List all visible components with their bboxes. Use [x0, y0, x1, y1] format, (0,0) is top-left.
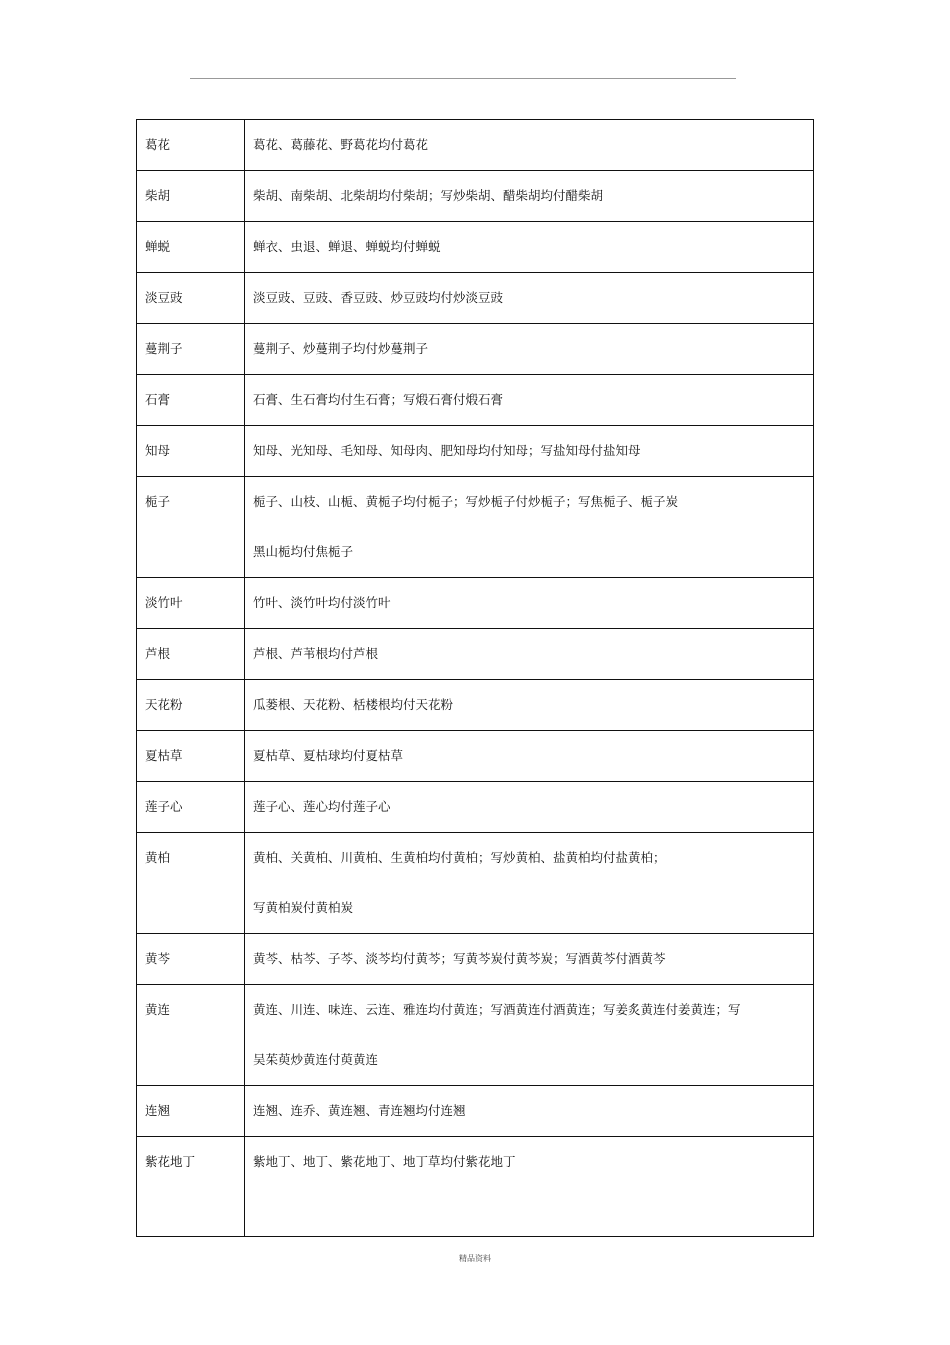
herb-rule-cell [245, 477, 814, 578]
herb-rule-cell [245, 375, 814, 426]
herb-name: 黄柏 [145, 850, 171, 865]
herb-name: 柴胡 [145, 188, 171, 203]
herb-rule-line: 连翘、连乔、黄连翘、青连翘均付连翘 [253, 1103, 466, 1118]
herb-rule-line: 石膏、生石膏均付生石膏；写煅石膏付煅石膏 [253, 392, 504, 407]
herb-name: 芦根 [145, 646, 171, 661]
table-row [137, 426, 814, 477]
table-row [137, 273, 814, 324]
header-rule [190, 78, 736, 79]
table-body [137, 120, 814, 1237]
herb-rule-cell [245, 578, 814, 629]
herb-rule-cell [245, 680, 814, 731]
herb-name-cell [137, 273, 245, 324]
herb-name-cell [137, 426, 245, 477]
herb-name: 石膏 [145, 392, 171, 407]
table-row [137, 375, 814, 426]
table-row [137, 833, 814, 934]
herb-name: 莲子心 [145, 799, 183, 814]
herb-rule-cell [245, 426, 814, 477]
herb-rule-cell [245, 1137, 814, 1237]
table-row [137, 629, 814, 680]
herb-rule-cell [245, 782, 814, 833]
herb-rule-line: 吴茱萸炒黄连付萸黄连 [253, 1052, 379, 1067]
herb-rule-line: 柴胡、南柴胡、北柴胡均付柴胡；写炒柴胡、醋柴胡均付醋柴胡 [253, 188, 604, 203]
herb-rule-line: 葛花、葛藤花、野葛花均付葛花 [253, 137, 429, 152]
herb-name: 栀子 [145, 494, 171, 509]
herb-substitution-table [136, 119, 814, 1237]
table-row [137, 171, 814, 222]
table-row [137, 782, 814, 833]
herb-name: 知母 [145, 443, 171, 458]
herb-rule-line: 栀子、山枝、山栀、黄栀子均付栀子；写炒栀子付炒栀子；写焦栀子、栀子炭 [253, 494, 679, 509]
herb-rule-cell [245, 1086, 814, 1137]
herb-name: 紫花地丁 [145, 1154, 196, 1169]
herb-rule-line: 黑山栀均付焦栀子 [253, 544, 354, 559]
herb-rule-line: 蔓荆子、炒蔓荆子均付炒蔓荆子 [253, 341, 429, 356]
table-row [137, 1137, 814, 1237]
herb-rule-line: 黄柏、关黄柏、川黄柏、生黄柏均付黄柏；写炒黄柏、盐黄柏均付盐黄柏； [253, 850, 666, 865]
herb-rule-line: 黄连、川连、味连、云连、雅连均付黄连；写酒黄连付酒黄连；写姜炙黄连付姜黄连；写 [253, 1002, 741, 1017]
herb-name-cell [137, 629, 245, 680]
herb-rule-line: 紫地丁、地丁、紫花地丁、地丁草均付紫花地丁 [253, 1154, 516, 1169]
herb-rule-line: 夏枯草、夏枯球均付夏枯草 [253, 748, 404, 763]
herb-name: 连翘 [145, 1103, 171, 1118]
herb-name-cell [137, 680, 245, 731]
herb-name-cell [137, 934, 245, 985]
herb-rule-cell [245, 629, 814, 680]
herb-name-cell [137, 1086, 245, 1137]
table-row [137, 731, 814, 782]
herb-rule-line: 蝉衣、虫退、蝉退、蝉蜕均付蝉蜕 [253, 239, 441, 254]
page-footer: 精品资料 [459, 1254, 491, 1263]
herb-name: 淡豆豉 [145, 290, 183, 305]
herb-rule-cell [245, 171, 814, 222]
herb-name-cell [137, 782, 245, 833]
herb-name-cell [137, 477, 245, 578]
herb-rule-line: 知母、光知母、毛知母、知母肉、肥知母均付知母；写盐知母付盐知母 [253, 443, 641, 458]
herb-name-cell [137, 120, 245, 171]
herb-rule-line: 淡豆豉、豆豉、香豆豉、炒豆豉均付炒淡豆豉 [253, 290, 504, 305]
herb-name: 黄连 [145, 1002, 171, 1017]
herb-name-cell [137, 985, 245, 1086]
herb-name-cell [137, 1137, 245, 1237]
table-row [137, 985, 814, 1086]
herb-name: 葛花 [145, 137, 171, 152]
herb-rule-cell [245, 273, 814, 324]
table-row [137, 324, 814, 375]
herb-rule-cell [245, 833, 814, 934]
herb-rule-cell [245, 731, 814, 782]
herb-rule-cell [245, 222, 814, 273]
herb-name: 蔓荆子 [145, 341, 183, 356]
herb-name: 黄芩 [145, 951, 171, 966]
herb-name: 蝉蜕 [145, 239, 171, 254]
herb-rule-line: 竹叶、淡竹叶均付淡竹叶 [253, 595, 391, 610]
herb-name-cell [137, 171, 245, 222]
herb-name: 夏枯草 [145, 748, 183, 763]
table-row [137, 934, 814, 985]
herb-name: 淡竹叶 [145, 595, 183, 610]
herb-name-cell [137, 375, 245, 426]
table-row [137, 578, 814, 629]
herb-name-cell [137, 731, 245, 782]
herb-rule-cell [245, 120, 814, 171]
herb-rule-cell [245, 324, 814, 375]
herb-name-cell [137, 833, 245, 934]
herb-name-cell [137, 324, 245, 375]
herb-rule-line: 黄芩、枯芩、子芩、淡芩均付黄芩；写黄芩炭付黄芩炭；写酒黄芩付酒黄芩 [253, 951, 666, 966]
herb-name: 天花粉 [145, 697, 183, 712]
table-row [137, 222, 814, 273]
herb-rule-cell [245, 934, 814, 985]
table-row [137, 120, 814, 171]
herb-rule-line: 写黄柏炭付黄柏炭 [253, 900, 354, 915]
herb-rule-line: 芦根、芦苇根均付芦根 [253, 646, 379, 661]
herb-rule-line: 瓜蒌根、天花粉、栝楼根均付天花粉 [253, 697, 454, 712]
table-row [137, 680, 814, 731]
table-row [137, 1086, 814, 1137]
herb-rule-cell [245, 985, 814, 1086]
herb-name-cell [137, 578, 245, 629]
herb-rule-line: 莲子心、莲心均付莲子心 [253, 799, 391, 814]
table-row [137, 477, 814, 578]
herb-name-cell [137, 222, 245, 273]
